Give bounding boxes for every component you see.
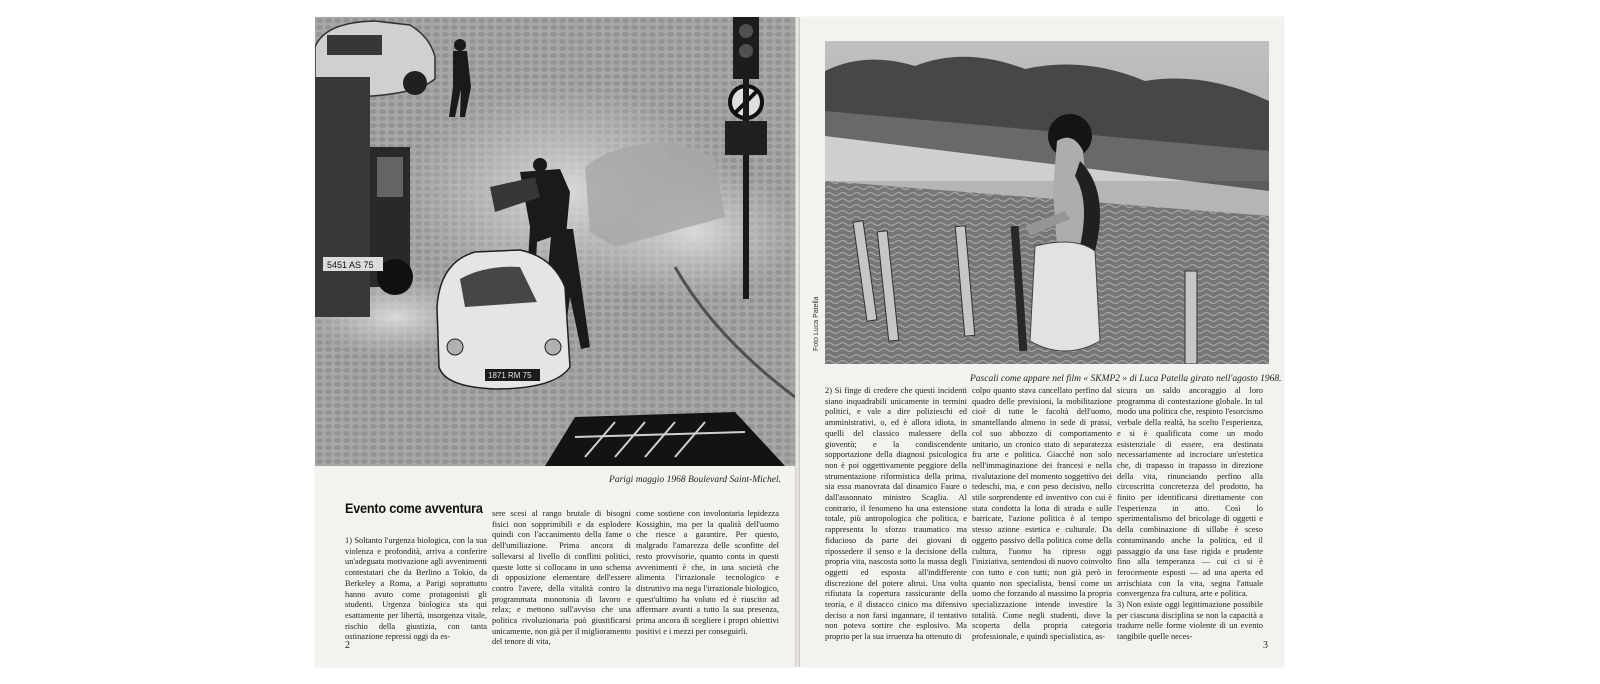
page-number: 3 [1263, 640, 1268, 651]
truck-plate: 5451 AS 75 [327, 260, 374, 270]
film-still-photo [825, 41, 1269, 364]
photo-caption: Parigi maggio 1968 Boulevard Saint-Michel. [609, 475, 781, 485]
left-page [315, 17, 795, 667]
photo-caption: Pascali come appare nel film « SKMP2 » di Luca Patella girato nell'agosto 1968. [970, 374, 1282, 384]
paragraph: come sostiene con involontaria lepidezza Kossighin, ma per la qualità dell'uomo che riesce a garantire. Per questo, malgrado l'amarezza delle sconfitte del resto provvisorie, quanto conta in questi avvenimenti è che, in una società che alimenta l'irrazionale tecnologico e distruttivo ma nega l'irrazionale biologico, quest'ultimo ha voluto ed è riuscito ad affermare avanti a tutto la sua presenza, prima ancora di scegliere i propri obiettivi positivi e i mezzi per conseguirli. [636, 509, 779, 636]
text-column-2 [972, 386, 1112, 643]
section-title: Evento come avventura [345, 500, 483, 516]
paragraph: colpo quanto stava cancellato perfino dal quadro delle previsioni, la mobilitazione cioè di tutte le facoltà dell'uomo, smantellando almeno in sede di prassi, col suo abbozzo di comportamento unitario, un cronico stato di separatezza fra arte e politica. Giacché non solo nell'immaginazione dei francesi e nella rivalutazione del momento soggettivo dei tedeschi, ma, e con peso decisivo, nello stile sorprendente ed inventivo con cui è stata condotta la lotta di strada e sulle barricate, l'azione politica è al tempo stesso azione estetica e culturale. Da oggetto passivo della politica come della cultura, l'uomo ha ripreso oggi l'iniziativa, sentendosi di nuovo coinvolto con tutto e con tutti; non già però in quanto non specialista, bensì come un uomo che forzando al massimo la propria specializzazione intende investire la totalità. Come negli studenti, dove la scoperta della propria categoria professionale, e quindi specialistica, as- [972, 386, 1112, 642]
paragraph: 1) Soltanto l'urgenza biologica, con la sua violenza e profondità, arriva a conferire un'adeguata motivazione agli avvenimenti contestatari che da Berlino a Tokio, da Berkeley a Roma, a Parigi soprattutto hanno avuto come protagonisti gli studenti. Urgenza biologica sta qui esattamente per libertà, insorgenza vitale, rischio della giustizia, con tanta ostinazione repressi oggi da es- [345, 536, 487, 642]
photo-credit: Foto Luca Patella [813, 296, 820, 351]
text-column-1 [345, 536, 487, 643]
paragraph: sere scesi al rango brutale di bisogni fisici non sopprimibili e da esplodere quindi con l'accanimento della fame o dell'umiliazione. Prima ancora di sollevarsi al livello di conflitti politici, queste lotte si collocano in uno schema di opposizione elementare dell'essere contro l'avere, della vitalità contro la programmata monotonia di lavoro e relax; e mettono sull'avviso che una politica rivoluzionaria può giustificarsi unicamente, non già per il miglioramento del tenore di vita, [492, 509, 631, 647]
magazine-spread [315, 17, 1289, 667]
right-page [800, 17, 1284, 667]
street-riot-photo [315, 17, 795, 466]
paragraph: 2) Si finge di credere che questi incidenti siano inquadrabili unicamente in termini politici, e vale a dire polizieschi ed amministrativi, o, ed è allora idiota, in quelli del classico malessere della gioventù; e la condiscendente sopportazione della diagnosi psicologica non è poi oggettivamente peggiore della strumentazione riformistica della prima, sia essa manovrata dal dinamico Faure o dall'assonnato ministro Scaglia. Al contrario, il fenomeno ha una estensione totale, più antropologica che politica, e rappresenta lo sforzo traumatico ma fiducioso da parte dei giovani di ripossedere il senso e la decisione della propria vita, nascosta sotto la massa degli oggetti ed esposta all'indifferente discrezione del potere altrui. Una volta rifiutata la copertura rassicurante della teoria, e il distacco cinico ma difensivo deciso a non farsi ingannare, il tentativo non poteva sortire che esplosivo. Ma proprio per la sua irruenza ha ottenuto di [825, 386, 967, 642]
text-column-3 [1117, 386, 1263, 643]
text-column-3 [636, 509, 779, 637]
page-number: 2 [345, 640, 350, 651]
text-column-2 [492, 509, 631, 648]
text-column-1 [825, 386, 967, 643]
car-plate: 1871 RM 75 [488, 371, 532, 380]
paragraph: sicura un saldo ancoraggio al loro programma di contestazione globale. In tal modo una politica che, respinto l'esorcismo verbale della realtà, ha scelto l'esperienza, e si è qualificata come un modo esistenziale di essere, era destinata necessariamente ad incrociare un'estetica che, di trapasso in trapasso in direzione della vita, rinunciando perfino alla circoscritta concretezza del prodotto, ha finito per identificarsi direttamente con l'esperienza in atto. Così lo sperimentalismo del bricolage di oggetti e della combinazione di sillabe è sceso contaminando anche la politica, ed il passaggio da una fase rigida e prudente fino alla temperanza — cui ci si è ferocemente esposti — ad una aperta ed arrischiata con la vita, segna l'attuale convergenza fra cultura, arte e politica. 3) Non esiste oggi legittimazione possibile per ciascuna disciplina se non la capacità a tradurre nelle forme violente di un evento tangibile quelle neces- [1117, 386, 1263, 642]
